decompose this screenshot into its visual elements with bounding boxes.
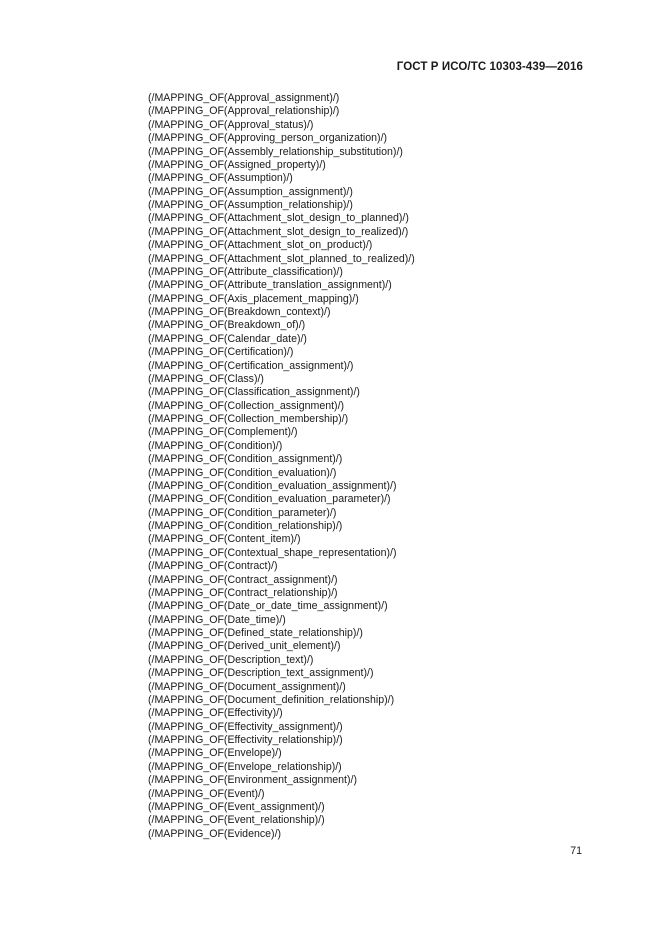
mapping-line: (/MAPPING_OF(Classification_assignment)/) <box>148 386 360 399</box>
mapping-line: (/MAPPING_OF(Contract_assignment)/) <box>148 573 338 586</box>
mapping-line: (/MAPPING_OF(Condition_evaluation_parameter)/) <box>148 493 391 506</box>
mapping-line: (/MAPPING_OF(Condition_relationship)/) <box>148 520 343 532</box>
mapping-line: (/MAPPING_OF(Assigned_property)/) <box>148 158 326 171</box>
mapping-line: (/MAPPING_OF(Description_text_assignment)/) <box>148 667 374 680</box>
mapping-line: (/MAPPING_OF(Assumption_assignment)/) <box>148 185 353 198</box>
mapping-line: (/MAPPING_OF(Document_definition_relationship)/) <box>148 693 395 706</box>
mapping-line: (/MAPPING_OF(Approval_status)/) <box>148 118 314 131</box>
mapping-line: (/MAPPING_OF(Attachment_slot_design_to_realized)/) <box>148 225 409 238</box>
document-header: ГОСТ Р ИСО/ТС 10303-439—2016 <box>396 61 583 73</box>
mapping-line: (/MAPPING_OF(Breakdown_context)/) <box>148 306 331 318</box>
mapping-line: (/MAPPING_OF(Effectivity_relationship)/) <box>148 734 343 746</box>
mapping-line: (/MAPPING_OF(Condition_parameter)/) <box>148 506 337 519</box>
mapping-line: (/MAPPING_OF(Contextual_shape_representation)/) <box>148 546 397 559</box>
mapping-line: (/MAPPING_OF(Envelope_relationship)/) <box>148 760 342 773</box>
mapping-list <box>148 92 415 841</box>
mapping-line: (/MAPPING_OF(Breakdown_of)/) <box>148 319 306 332</box>
mapping-line: (/MAPPING_OF(Attachment_slot_design_to_planned)/) <box>148 212 409 225</box>
mapping-line: (/MAPPING_OF(Certification)/) <box>148 346 294 359</box>
mapping-line: (/MAPPING_OF(Assembly_relationship_substitution)/) <box>148 145 403 158</box>
mapping-line: (/MAPPING_OF(Attachment_slot_on_product)/) <box>148 239 373 252</box>
mapping-line: (/MAPPING_OF(Approving_person_organization)/) <box>148 132 388 145</box>
mapping-line: (/MAPPING_OF(Condition_evaluation_assignment)/) <box>148 479 397 492</box>
mapping-line: (/MAPPING_OF(Effectivity_assignment)/) <box>148 720 343 733</box>
mapping-line: (/MAPPING_OF(Condition)/) <box>148 439 283 452</box>
mapping-line: (/MAPPING_OF(Attribute_classification)/) <box>148 265 343 278</box>
mapping-line: (/MAPPING_OF(Contract)/) <box>148 560 278 573</box>
mapping-line: (/MAPPING_OF(Assumption)/) <box>148 172 293 185</box>
mapping-line: (/MAPPING_OF(Event_relationship)/) <box>148 814 325 827</box>
mapping-line: (/MAPPING_OF(Collection_assignment)/) <box>148 399 345 412</box>
mapping-line: (/MAPPING_OF(Content_item)/) <box>148 533 301 546</box>
mapping-line: (/MAPPING_OF(Class)/) <box>148 372 264 385</box>
mapping-line: (/MAPPING_OF(Defined_state_relationship)/) <box>148 627 363 639</box>
mapping-line: (/MAPPING_OF(Document_assignment)/) <box>148 680 346 693</box>
mapping-line: (/MAPPING_OF(Condition_assignment)/) <box>148 453 343 466</box>
mapping-line: (/MAPPING_OF(Event_assignment)/) <box>148 800 325 813</box>
mapping-line: (/MAPPING_OF(Approval_relationship)/) <box>148 105 340 118</box>
mapping-line: (/MAPPING_OF(Collection_membership)/) <box>148 413 349 425</box>
mapping-line: (/MAPPING_OF(Condition_evaluation)/) <box>148 466 337 479</box>
mapping-line: (/MAPPING_OF(Certification_assignment)/) <box>148 359 354 372</box>
mapping-line: (/MAPPING_OF(Description_text)/) <box>148 653 314 666</box>
mapping-line: (/MAPPING_OF(Event)/) <box>148 787 265 800</box>
mapping-line: (/MAPPING_OF(Attribute_translation_assignment)/) <box>148 279 392 292</box>
mapping-line: (/MAPPING_OF(Complement)/) <box>148 426 298 439</box>
mapping-line: (/MAPPING_OF(Assumption_relationship)/) <box>148 199 353 211</box>
mapping-line: (/MAPPING_OF(Date_time)/) <box>148 613 286 626</box>
mapping-line: (/MAPPING_OF(Date_or_date_time_assignment)/) <box>148 600 388 613</box>
mapping-line: (/MAPPING_OF(Contract_relationship)/) <box>148 586 338 599</box>
mapping-line: (/MAPPING_OF(Attachment_slot_planned_to_realized)/) <box>148 252 415 265</box>
mapping-line: (/MAPPING_OF(Effectivity)/) <box>148 707 283 720</box>
mapping-line: (/MAPPING_OF(Approval_assignment)/) <box>148 92 340 104</box>
page-number: 71 <box>570 845 582 857</box>
mapping-line: (/MAPPING_OF(Derived_unit_element)/) <box>148 640 341 653</box>
mapping-line: (/MAPPING_OF(Envelope)/) <box>148 747 282 760</box>
mapping-line: (/MAPPING_OF(Environment_assignment)/) <box>148 774 357 787</box>
mapping-line: (/MAPPING_OF(Axis_placement_mapping)/) <box>148 292 359 305</box>
mapping-line: (/MAPPING_OF(Calendar_date)/) <box>148 332 307 345</box>
mapping-line: (/MAPPING_OF(Evidence)/) <box>148 827 282 840</box>
